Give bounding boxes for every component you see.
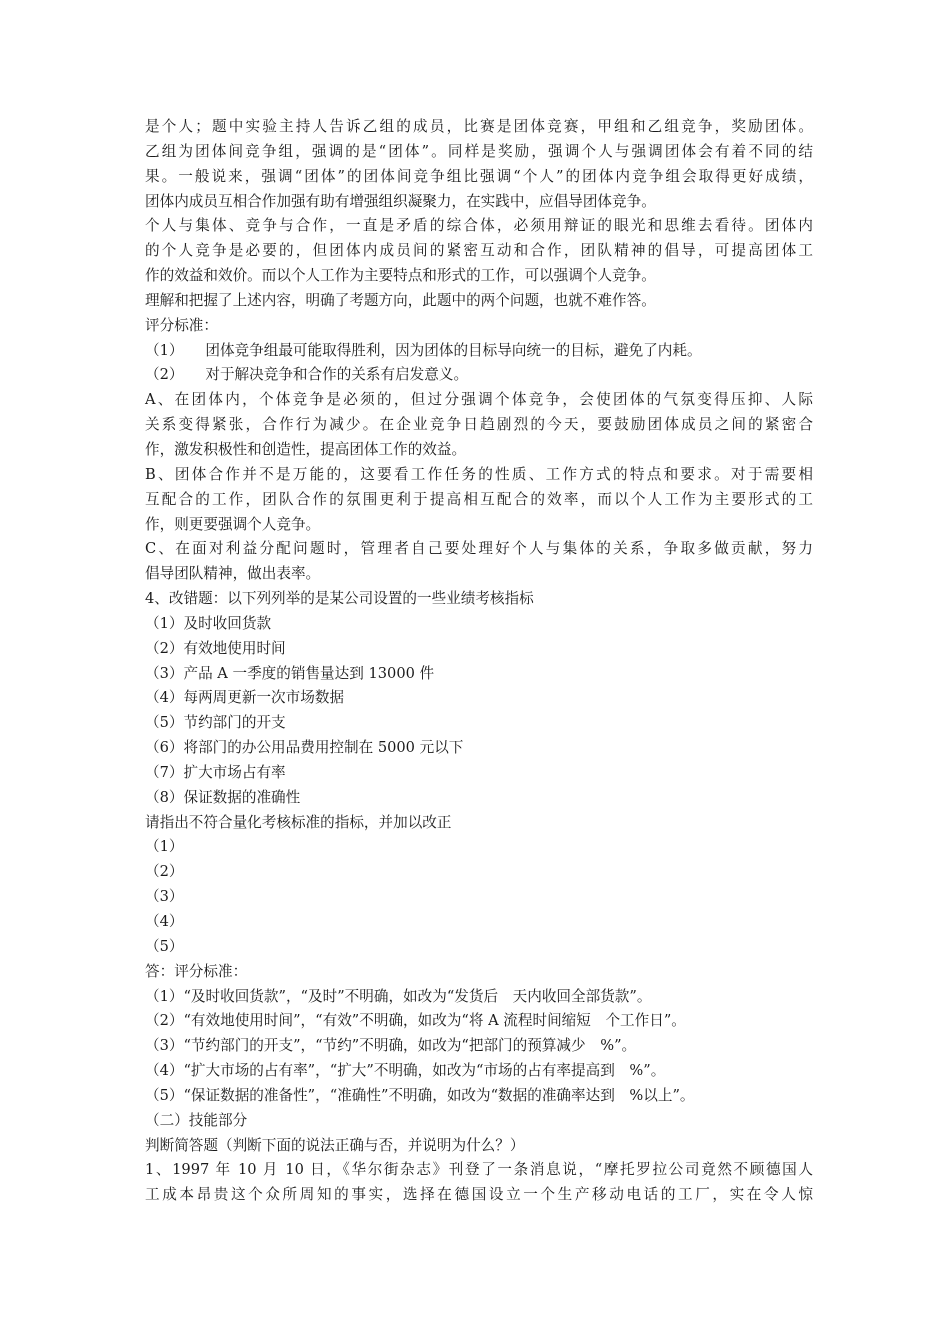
document-body — [145, 115, 813, 1208]
text-line: 工成本昂贵这个众所周知的事实，选择在德国设立一个生产移动电话的工厂，实在令人惊 — [145, 1186, 813, 1204]
text-line: （2） — [145, 863, 184, 881]
text-line: （4）“扩大市场的占有率”，“扩大”不明确，如改为“市场的占有率提高到 %”。 — [145, 1062, 666, 1080]
text-line: 关系变得紧张，合作行为减少。在企业竞争日趋剧烈的今天，要鼓励团体成员之间的紧密合 — [145, 416, 813, 434]
text-line: （1） 团体竞争组最可能取得胜利，因为团体的目标导向统一的目标，避免了内耗。 — [145, 341, 702, 359]
text-line: 个人与集体、竞争与合作，一直是矛盾的综合体，必须用辩证的眼光和思维去看待。团体内 — [145, 217, 813, 235]
text-line: （4） — [145, 913, 184, 930]
text-line: （1）“及时收回货款”，“及时”不明确，如改为“发货后 天内收回全部货款”。 — [145, 987, 652, 1005]
text-line: 乙组为团体间竞争组，强调的是“团体”。同样是奖励，强调个人与强调团体会有着不同的结 — [145, 142, 813, 160]
text-line: （3）“节约部门的开支”，“节约”不明确，如改为“把部门的预算减少 %”。 — [145, 1037, 637, 1055]
text-line: 作的效益和效价。而以个人工作为主要特点和形式的工作，可以强调个人竞争。 — [145, 267, 656, 285]
text-line: 的个人竞争是必要的，但团体内成员间的紧密互动和合作，团队精神的倡导，可提高团体工 — [145, 242, 813, 260]
text-line: 是个人；题中实验主持人告诉乙组的成员，比赛是团体竞赛，甲组和乙组竞争，奖励团体。 — [145, 118, 813, 135]
text-line: A、在团体内，个体竞争是必须的，但过分强调个体竞争，会使团体的气氛变得压抑、人际 — [145, 391, 813, 409]
text-line: 答：评分标准： — [145, 962, 248, 980]
text-line: （2）有效地使用时间 — [145, 639, 286, 657]
text-line: 作，则更要强调个人竞争。 — [145, 515, 321, 533]
text-line: （3） — [145, 888, 184, 906]
text-line: （8）保证数据的准确性 — [145, 788, 301, 806]
text-line: （5）节约部门的开支 — [145, 714, 286, 732]
text-line: （2）“有效地使用时间”，“有效”不明确，如改为“将 A 流程时间缩短 个工作日”。 — [145, 1012, 686, 1030]
text-line: （1） — [145, 838, 184, 856]
text-line: 倡导团队精神，做出表率。 — [145, 565, 321, 583]
text-line: 作，激发积极性和创造性，提高团体工作的效益。 — [145, 440, 467, 458]
text-line: （4）每两周更新一次市场数据 — [145, 689, 345, 707]
text-line: （6）将部门的办公用品费用控制在 5000 元以下 — [145, 739, 464, 757]
text-line: 1、1997 年 10 月 10 日，《华尔街杂志》刊登了一条消息说，“摩托罗拉公司竟然不顾德国人 — [145, 1161, 813, 1179]
text-line: 果。一般说来，强调“团体”的团体间竞争组比强调“个人”的团体内竞争组会取得更好成绩， — [145, 167, 813, 185]
text-line: 判断简答题（判断下面的说法正确与否，并说明为什么？） — [145, 1136, 525, 1154]
text-line: （2） 对于解决竞争和合作的关系有启发意义。 — [145, 366, 469, 384]
text-line: 请指出不符合量化考核标准的指标，并加以改正 — [145, 813, 452, 831]
text-line: （二）技能部分 — [145, 1111, 248, 1129]
text-line: C、在面对利益分配问题时，管理者自己要处理好个人与集体的关系，争取多做贡献，努力 — [145, 540, 813, 558]
text-line: 理解和把握了上述内容，明确了考题方向，此题中的两个问题，也就不难作答。 — [145, 291, 656, 309]
text-line: 4、改错题：以下列列举的是某公司设置的一些业绩考核指标 — [145, 590, 534, 608]
text-line: （1）及时收回货款 — [145, 614, 272, 632]
text-line: （3）产品 A 一季度的销售量达到 13000 件 — [145, 664, 435, 682]
text-line: 团体内成员互相合作加强有助有增强组织凝聚力，在实践中，应倡导团体竞争。 — [145, 192, 656, 210]
text-line: （5）“保证数据的准备性”，“准确性”不明确，如改为“数据的准确率达到 %以上”。 — [145, 1086, 695, 1104]
text-line: （7）扩大市场占有率 — [145, 763, 286, 781]
text-line: B、团体合作并不是万能的，这要看工作任务的性质、工作方式的特点和要求。对于需要相 — [145, 465, 813, 483]
text-line: （5） — [145, 937, 184, 955]
text-line: 评分标准： — [145, 316, 218, 334]
text-line: 互配合的工作，团队合作的氛围更利于提高相互配合的效率，而以个人工作为主要形式的工 — [145, 490, 813, 508]
